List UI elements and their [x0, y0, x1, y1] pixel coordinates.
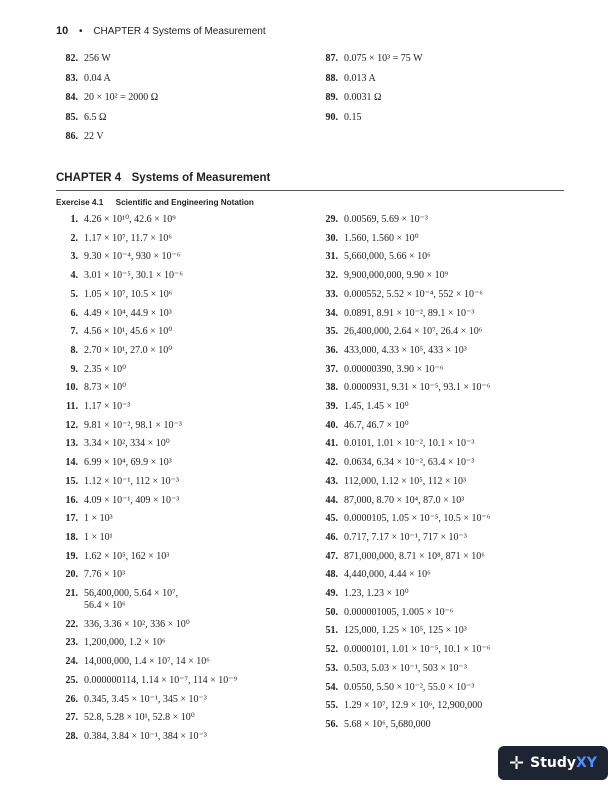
answer-text: 4.56 × 10¹, 45.6 × 10⁰ — [84, 326, 173, 338]
answer-item — [56, 619, 190, 631]
answer-text: 0.0000101, 1.01 × 10⁻⁵, 10.1 × 10⁻⁶ — [344, 644, 491, 656]
answer-item — [316, 382, 490, 394]
answer-item — [56, 588, 178, 612]
answer-item — [316, 112, 362, 124]
answer-item — [316, 73, 376, 85]
answer-item — [56, 656, 210, 668]
answer-number: 17. — [65, 513, 78, 525]
answer-number: 88. — [325, 72, 338, 84]
answer-item — [56, 326, 172, 338]
answer-item — [316, 663, 467, 675]
answer-number: 1. — [70, 214, 78, 225]
answer-item — [316, 438, 474, 450]
answer-item — [56, 251, 180, 263]
answer-number: 3. — [70, 251, 78, 263]
answer-item — [56, 401, 130, 413]
answer-text: 112,000, 1.12 × 10⁵, 112 × 10³ — [344, 475, 467, 487]
answer-text: 0.717, 7.17 × 10⁻¹, 717 × 10⁻³ — [344, 531, 467, 543]
answer-item — [56, 289, 172, 301]
answer-item — [56, 637, 166, 649]
answer-item — [316, 401, 409, 413]
answer-number: 21. — [65, 588, 78, 599]
answer-item — [316, 420, 409, 432]
answer-text: 0.0634, 6.34 × 10⁻², 63.4 × 10⁻³ — [344, 457, 475, 469]
answer-number: 2. — [70, 232, 78, 244]
answer-number: 86. — [65, 131, 78, 142]
answer-number: 56. — [325, 718, 338, 730]
answer-text: 1 × 10³ — [84, 513, 113, 525]
answer-number: 16. — [65, 494, 78, 506]
answer-text: 0.503, 5.03 × 10⁻¹, 503 × 10⁻³ — [344, 662, 467, 674]
answer-number: 12. — [65, 419, 78, 431]
answer-number: 83. — [65, 72, 78, 84]
answer-text: 87,000, 8.70 × 10⁴, 87.0 × 10³ — [344, 494, 465, 506]
answer-number: 35. — [325, 326, 338, 338]
answer-item — [316, 457, 474, 469]
answer-text: 8.73 × 10⁰ — [84, 382, 127, 394]
answer-item — [56, 457, 172, 469]
answer-text: 1,200,000, 1.2 × 10⁶ — [84, 637, 166, 649]
answer-number: 9. — [70, 363, 78, 375]
answer-text: 22 V — [84, 131, 104, 142]
answer-item — [316, 214, 428, 226]
answer-number: 48. — [325, 569, 338, 581]
answer-number: 89. — [325, 92, 338, 103]
answer-text: 56,400,000, 5.64 × 10⁷, — [84, 588, 179, 599]
answer-text: 256 W — [84, 53, 111, 64]
answer-text: 0.0000931, 9.31 × 10⁻⁵, 93.1 × 10⁻⁶ — [344, 382, 491, 394]
answer-number: 45. — [325, 513, 338, 525]
answer-number: 47. — [325, 550, 338, 562]
answer-number: 46. — [325, 531, 338, 543]
answer-number: 28. — [65, 730, 78, 742]
answer-number: 50. — [325, 606, 338, 618]
answer-number: 90. — [325, 111, 338, 123]
answer-item — [56, 345, 172, 357]
answer-number: 84. — [65, 92, 78, 103]
answer-text: 9.81 × 10⁻², 98.1 × 10⁻³ — [84, 419, 182, 431]
answer-number: 43. — [325, 475, 338, 487]
answer-number: 8. — [70, 344, 78, 356]
answer-number: 39. — [325, 401, 338, 412]
answer-item — [316, 364, 443, 376]
answer-text: 2.35 × 10⁰ — [84, 363, 127, 375]
answer-text: 46.7, 46.7 × 10⁰ — [344, 419, 409, 431]
exercise-title: Scientific and Engineering Notation — [115, 198, 254, 207]
answer-item — [56, 364, 126, 376]
answer-item — [316, 289, 483, 301]
answer-text: 9,900,000,000, 9.90 × 10⁹ — [344, 270, 449, 282]
header-bullet: • — [79, 26, 83, 37]
answer-item — [56, 112, 106, 124]
answer-item — [56, 53, 111, 65]
answer-number: 10. — [65, 382, 78, 394]
answer-number: 87. — [325, 53, 338, 64]
answer-number: 82. — [65, 53, 78, 64]
answer-text: 1.29 × 10⁷, 12.9 × 10⁶, 12,900,000 — [344, 700, 483, 712]
answer-text-continued: 56.4 × 10⁶ — [84, 600, 126, 611]
answer-text: 14,000,000, 1.4 × 10⁷, 14 × 10⁶ — [84, 656, 210, 668]
answer-text: 1.17 × 10⁻³ — [84, 401, 131, 412]
chapter-rule — [56, 190, 564, 191]
answer-number: 22. — [65, 618, 78, 630]
answer-item — [56, 532, 113, 544]
answer-number: 24. — [65, 656, 78, 668]
answer-number: 85. — [65, 111, 78, 123]
answer-text: 0.000000114, 1.14 × 10⁻⁷, 114 × 10⁻⁹ — [84, 674, 238, 686]
answer-number: 52. — [325, 644, 338, 656]
answer-text: 52.8, 5.28 × 10¹, 52.8 × 10⁰ — [84, 712, 195, 724]
answer-item — [316, 569, 431, 581]
answer-text: 0.0891, 8.91 × 10⁻², 89.1 × 10⁻³ — [344, 307, 475, 319]
answer-number: 23. — [65, 637, 78, 649]
answer-item — [56, 73, 111, 85]
answer-text: 4.26 × 10¹⁰, 42.6 × 10⁹ — [84, 214, 176, 225]
answer-number: 41. — [325, 438, 338, 450]
answer-number: 37. — [325, 363, 338, 375]
answer-item — [56, 551, 169, 563]
answer-number: 18. — [65, 531, 78, 543]
answer-text: 6.5 Ω — [84, 111, 107, 123]
answer-text: 0.0031 Ω — [344, 92, 382, 103]
answer-text: 0.000552, 5.52 × 10⁻⁴, 552 × 10⁻⁶ — [344, 288, 483, 300]
chapter-title: Systems of Measurement — [131, 172, 271, 184]
answer-text: 7.76 × 10³ — [84, 569, 126, 581]
answer-item — [316, 270, 448, 282]
answer-item — [316, 345, 467, 357]
answer-item — [316, 607, 453, 619]
answer-item — [316, 495, 464, 507]
answer-number: 55. — [325, 700, 338, 712]
answer-number: 19. — [65, 550, 78, 562]
answer-text: 1.17 × 10⁷, 11.7 × 10⁶ — [84, 232, 172, 244]
answer-item — [316, 532, 467, 544]
answer-item — [56, 270, 183, 282]
studyxy-logo — [498, 746, 608, 780]
answer-number: 51. — [325, 625, 338, 637]
answer-text: 1.62 × 10⁵, 162 × 10³ — [84, 550, 170, 562]
answer-number: 20. — [65, 569, 78, 581]
answer-item — [316, 625, 467, 637]
answer-text: 1.560, 1.560 × 10⁰ — [344, 232, 419, 244]
answer-item — [56, 675, 237, 687]
answer-text: 0.00000390, 3.90 × 10⁻⁶ — [344, 363, 444, 375]
answer-text: 9.30 × 10⁻⁴, 930 × 10⁻⁶ — [84, 251, 181, 263]
answer-text: 3.34 × 10², 334 × 10⁰ — [84, 438, 170, 450]
answer-item — [316, 308, 474, 320]
answer-text: 1.12 × 10⁻¹, 112 × 10⁻³ — [84, 475, 179, 487]
chapter-heading — [56, 168, 564, 191]
answer-text: 5.68 × 10⁶, 5,680,000 — [344, 718, 431, 730]
answer-item — [56, 420, 182, 432]
brand-suffix: XY — [576, 755, 597, 771]
answer-text: 0.15 — [344, 111, 362, 123]
answer-item — [316, 682, 474, 694]
plus-icon: ✛ — [509, 752, 525, 774]
answer-text: 0.00569, 5.69 × 10⁻³ — [344, 214, 428, 225]
answer-number: 53. — [325, 662, 338, 674]
answer-text: 0.0550, 5.50 × 10⁻², 55.0 × 10⁻³ — [344, 681, 475, 693]
page-header — [56, 25, 266, 37]
answer-item — [316, 588, 409, 600]
answer-item — [56, 438, 170, 450]
answer-item — [316, 719, 431, 731]
answer-number: 38. — [325, 382, 338, 394]
answer-text: 871,000,000, 8.71 × 10⁸, 871 × 10⁶ — [344, 550, 485, 562]
answer-number: 49. — [325, 588, 338, 599]
brand-prefix: Study — [530, 755, 577, 771]
answer-number: 15. — [65, 475, 78, 487]
answer-item — [56, 214, 176, 226]
answer-item — [56, 495, 179, 507]
answer-item — [316, 92, 381, 104]
answer-text: 2.70 × 10¹, 27.0 × 10⁰ — [84, 344, 173, 356]
answer-number: 5. — [70, 288, 78, 300]
answer-item — [56, 131, 104, 143]
answer-text: 433,000, 4.33 × 10⁵, 433 × 10³ — [344, 344, 467, 356]
answer-item — [56, 731, 207, 743]
answer-item — [316, 476, 466, 488]
answer-item — [316, 251, 431, 263]
answer-item — [316, 551, 485, 563]
answer-text: 0.075 × 10³ = 75 W — [344, 53, 423, 64]
answer-text: 1.23, 1.23 × 10⁰ — [344, 588, 409, 599]
answer-item — [56, 476, 179, 488]
answer-number: 54. — [325, 681, 338, 693]
answer-number: 32. — [325, 270, 338, 282]
chapter-label: CHAPTER 4 — [56, 172, 122, 184]
answer-text: 1 × 10¹ — [84, 531, 113, 543]
exercise-heading — [56, 198, 254, 207]
answer-number: 27. — [65, 712, 78, 724]
answer-number: 34. — [325, 307, 338, 319]
answer-text: 4.09 × 10⁻¹, 409 × 10⁻³ — [84, 494, 180, 506]
answer-text: 26,400,000, 2.64 × 10⁷, 26.4 × 10⁶ — [344, 326, 483, 338]
answer-item — [56, 233, 172, 245]
answer-text: 0.04 A — [84, 72, 111, 84]
answer-item — [56, 712, 195, 724]
answer-item — [56, 92, 158, 104]
answer-text: 3.01 × 10⁻⁵, 30.1 × 10⁻⁶ — [84, 270, 183, 282]
answer-item — [56, 513, 113, 525]
answer-item — [316, 700, 482, 712]
answer-number: 30. — [325, 232, 338, 244]
answer-number: 25. — [65, 674, 78, 686]
answer-text: 1.05 × 10⁷, 10.5 × 10⁶ — [84, 288, 173, 300]
answer-item — [56, 694, 207, 706]
answer-text: 4,440,000, 4.44 × 10⁶ — [344, 569, 431, 581]
answer-text: 0.0101, 1.01 × 10⁻², 10.1 × 10⁻³ — [344, 438, 475, 450]
answer-number: 14. — [65, 457, 78, 469]
answer-text: 1.45, 1.45 × 10⁰ — [344, 401, 409, 412]
answer-text: 336, 3.36 × 10², 336 × 10⁰ — [84, 618, 190, 630]
answer-text: 4.49 × 10⁴, 44.9 × 10³ — [84, 307, 172, 319]
answer-number: 26. — [65, 693, 78, 705]
answer-number: 29. — [325, 214, 338, 225]
answer-text: 0.0000105, 1.05 × 10⁻⁵, 10.5 × 10⁻⁶ — [344, 513, 491, 525]
answer-number: 44. — [325, 494, 338, 506]
answer-text: 0.345, 3.45 × 10⁻¹, 345 × 10⁻³ — [84, 693, 207, 705]
answer-item — [316, 513, 490, 525]
answer-text: 0.000001005, 1.005 × 10⁻⁶ — [344, 606, 454, 618]
answer-number: 31. — [325, 251, 338, 263]
answer-item — [56, 308, 172, 320]
exercise-label: Exercise 4.1 — [56, 198, 104, 207]
page-number: 10 — [56, 25, 69, 37]
answer-number: 33. — [325, 288, 338, 300]
answer-item — [316, 326, 482, 338]
answer-item — [316, 644, 490, 656]
answer-number: 11. — [66, 401, 78, 412]
answer-item — [56, 569, 125, 581]
answer-number: 7. — [70, 326, 78, 338]
answer-item — [316, 53, 423, 65]
answer-text: 5,660,000, 5.66 × 10⁶ — [344, 251, 431, 263]
answer-number: 4. — [70, 270, 78, 282]
answer-text: 0.384, 3.84 × 10⁻¹, 384 × 10⁻³ — [84, 730, 207, 742]
answer-item — [56, 382, 126, 394]
answer-number: 13. — [65, 438, 78, 450]
answer-text: 125,000, 1.25 × 10⁵, 125 × 10³ — [344, 625, 467, 637]
answer-number: 6. — [70, 307, 78, 319]
answer-text: 20 × 10² = 2000 Ω — [84, 92, 159, 103]
answer-number: 36. — [325, 344, 338, 356]
answer-number: 40. — [325, 419, 338, 431]
running-title: CHAPTER 4 Systems of Measurement — [93, 26, 266, 37]
answer-number: 42. — [325, 457, 338, 469]
answer-item — [316, 233, 419, 245]
answer-text: 6.99 × 10⁴, 69.9 × 10³ — [84, 457, 172, 469]
answer-text: 0.013 A — [344, 72, 376, 84]
